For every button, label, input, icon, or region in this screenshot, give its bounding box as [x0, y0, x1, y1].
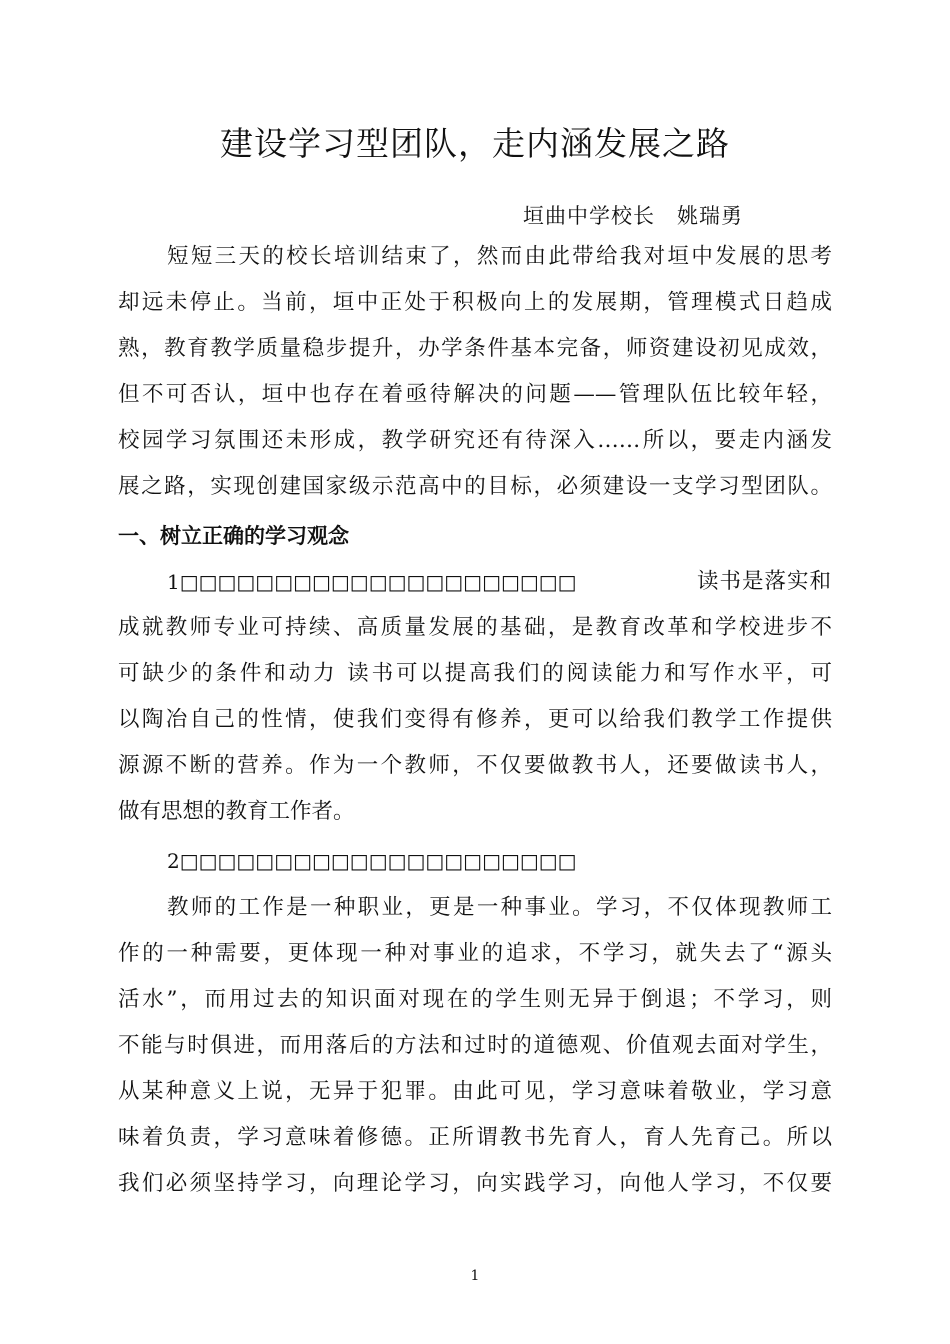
body-line: 以陶冶自己的性情，使我们变得有修养，更可以给我们教学工作提供	[118, 707, 832, 732]
page-title: 建设学习型团队，走内涵发展之路	[220, 124, 730, 163]
body-line: 可缺少的条件和动力 读书可以提高我们的阅读能力和写作水平，可	[118, 661, 832, 686]
body-line: 做有思想的教育工作者。	[118, 799, 355, 824]
body-line: 从某种意义上说，无异于犯罪。由此可见，学习意味着敬业，学习意	[118, 1079, 832, 1104]
body-line: 我们必须坚持学习，向理论学习，向实践学习，向他人学习，不仅要	[118, 1171, 832, 1196]
section-heading: 一、树立正确的学习观念	[118, 524, 349, 548]
subsection-label: 1□□□□□□□□□□□□□□□□□□□□□	[167, 570, 577, 594]
intro-line: 熟，教育教学质量稳步提升，办学条件基本完备，师资建设初见成效，	[118, 336, 832, 361]
subsection-label: 2□□□□□□□□□□□□□□□□□□□□□	[167, 849, 577, 873]
body-line: 不能与时俱进，而用落后的方法和过时的道德观、价值观去面对学生，	[118, 1033, 832, 1058]
intro-line: 短短三天的校长培训结束了，然而由此带给我对垣中发展的思考	[167, 244, 832, 269]
body-line: 源源不断的营养。作为一个教师，不仅要做教书人，还要做读书人，	[118, 753, 832, 778]
page-number: 1	[470, 1268, 480, 1284]
body-line: 教师的工作是一种职业，更是一种事业。学习，不仅体现教师工	[167, 895, 832, 920]
intro-line: 展之路，实现创建国家级示范高中的目标，必须建设一支学习型团队。	[118, 474, 832, 499]
body-line: 作的一种需要，更体现一种对事业的追求，不学习，就失去了“源头	[118, 941, 832, 966]
body-line: 味着负责，学习意味着修德。正所谓教书先育人，育人先育己。所以	[118, 1125, 832, 1150]
body-line: 活水”，而用过去的知识面对现在的学生则无异于倒退；不学习，则	[118, 987, 832, 1012]
intro-line: 但不可否认，垣中也存在着亟待解决的问题——管理队伍比较年轻，	[118, 382, 832, 407]
subsection-tail-text: 读书是落实和	[696, 569, 832, 594]
body-line: 成就教师专业可持续、高质量发展的基础，是教育改革和学校进步不	[118, 615, 832, 640]
author-line: 垣曲中学校长 姚瑞勇	[523, 204, 743, 228]
intro-line: 却远未停止。当前，垣中正处于积极向上的发展期，管理模式日趋成	[118, 290, 832, 315]
intro-line: 校园学习氛围还未形成，教学研究还有待深入……所以，要走内涵发	[118, 428, 832, 453]
